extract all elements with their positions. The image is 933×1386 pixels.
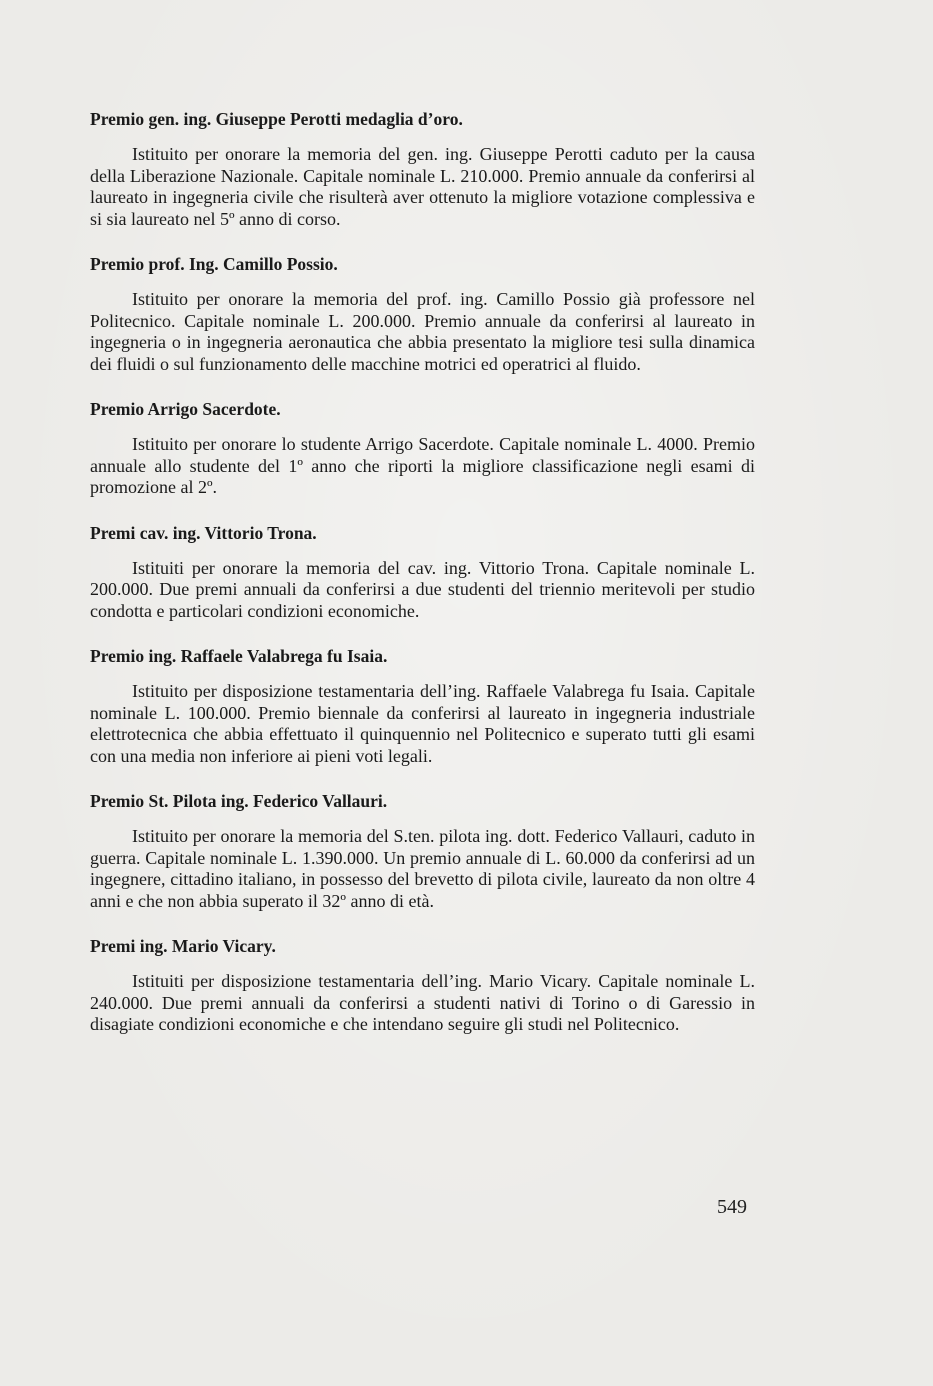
prize-section-vallauri xyxy=(90,790,755,912)
section-title: Premio prof. Ing. Camillo Possio. xyxy=(90,254,338,274)
section-body: Istituito per onorare la memoria del S.ten. pilota ing. dott. Federico Vallauri, caduto in guerra. Capitale nominale L. 1.390.000. Un premio annuale di L. 60.000 da conferirsi ad un ingegnere, cittadino italiano, in possesso del brevetto di pilota civile, laureato da non oltre 4 anni e che non abbia superato il 32º anno di età. xyxy=(90,826,755,911)
page-content xyxy=(90,108,755,1036)
prize-section-vicary xyxy=(90,935,755,1036)
section-body: Istituiti per disposizione testamentaria dell’ing. Mario Vicary. Capitale nominale L. 240.000. Due premi annuali da conferirsi a studenti nativi di Torino o di Garessio in disagiate condizioni economiche e che intendano seguire gli studi nel Politecnico. xyxy=(90,971,755,1034)
section-title: Premio gen. ing. Giuseppe Perotti medaglia d’oro. xyxy=(90,109,463,129)
section-body: Istituito per onorare la memoria del prof. ing. Camillo Possio già professore nel Politecnico. Capitale nominale L. 200.000. Premio annuale da conferirsi al laureato in ingegneria o in ingegneria aeronautica che abbia presentato la migliore tesi sulla dinamica dei fluidi o sul funzionamento delle macchine motrici ed operatrici al fluido. xyxy=(90,289,755,374)
prize-section-possio xyxy=(90,253,755,375)
section-title: Premio Arrigo Sacerdote. xyxy=(90,399,281,419)
section-title: Premio ing. Raffaele Valabrega fu Isaia. xyxy=(90,646,388,666)
section-body: Istituiti per onorare la memoria del cav. ing. Vittorio Trona. Capitale nominale L. 200.000. Due premi annuali da conferirsi a due studenti del triennio meritevoli per studio condotta e particolari condizioni economiche. xyxy=(90,557,755,621)
section-title: Premi cav. ing. Vittorio Trona. xyxy=(90,522,317,543)
section-body: Istituito per onorare la memoria del gen. ing. Giuseppe Perotti caduto per la causa della Liberazione Nazionale. Capitale nominale L. 210.000. Premio annuale da conferirsi al laureato in ingegneria civile che risulterà aver ottenuto la migliore votazione complessiva e si sia laureato nel 5º anno di corso. xyxy=(90,144,755,229)
section-title: Premi ing. Mario Vicary. xyxy=(90,936,276,956)
page-number: 549 xyxy=(717,1196,747,1218)
prize-section-valabrega xyxy=(90,645,755,767)
section-title: Premio St. Pilota ing. Federico Vallauri. xyxy=(90,791,388,811)
prize-section-sacerdote xyxy=(90,398,755,499)
section-body: Istituito per disposizione testamentaria dell’ing. Raffaele Valabrega fu Isaia. Capitale nominale L. 100.000. Premio biennale da conferirsi al laureato in ingegneria industriale elettrotecnica che abbia effettuato il quinquennio nel Politecnico e superato tutti gli esami con una media non inferiore ai pieni voti legali. xyxy=(90,681,755,766)
prize-section-trona xyxy=(90,522,755,623)
prize-section-perotti xyxy=(90,108,755,230)
section-body: Istituito per onorare lo studente Arrigo Sacerdote. Capitale nominale L. 4000. Premio annuale allo studente del 1º anno che riporti la migliore classificazione negli esami di promozione al 2º. xyxy=(90,434,755,497)
